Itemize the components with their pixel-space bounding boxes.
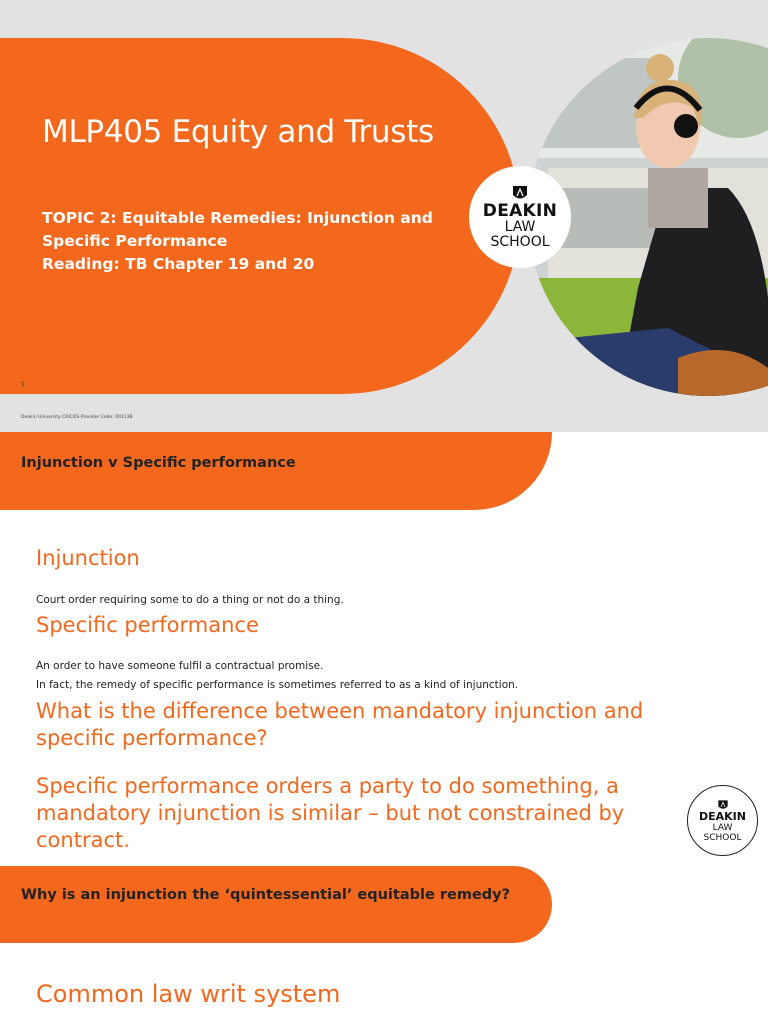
slide-title: Common law writ system [36,980,341,1008]
provider-code: Deakin University CRICOS Provider Code: 00113B [21,415,133,420]
deakin-law-school-logo [469,166,571,268]
question-text [36,698,643,752]
title-slide [0,0,768,432]
injunction-definition: Court order requiring some to do a thing or not do a thing. [36,594,344,606]
slide-subtitle [42,207,442,276]
logo-deakin-text: DEAKIN [482,201,558,221]
deakin-crest-icon [511,184,529,202]
injunction-heading: Injunction [36,546,140,570]
logo-law-text: LAW [712,822,733,833]
page-number: 1 [21,381,25,388]
logo-school-text: SCHOOL [490,234,550,250]
deakin-law-school-logo-small [687,785,758,856]
question-line: specific performance? [36,726,268,750]
slide-title: MLP405 Equity and Trusts [42,114,434,150]
specific-performance-definition: An order to have someone fulfil a contractual promise. [36,660,324,672]
logo-school-text: SCHOOL [703,832,742,843]
subtitle-line: Reading: TB Chapter 19 and 20 [42,255,315,273]
logo-deakin-text: DEAKIN [699,809,746,823]
section-heading: Injunction v Specific performance [21,455,296,471]
section-banner [0,866,552,943]
section-banner [0,432,552,510]
section-heading: Why is an injunction the ‘quintessential’ equitable remedy? [21,887,511,903]
question-line: What is the difference between mandatory injunction and [36,699,644,723]
subtitle-line: Specific Performance [42,232,228,250]
answer-text [36,773,624,854]
answer-line: Specific performance orders a party to do something, a [36,774,619,798]
specific-performance-note: In fact, the remedy of specific performance is sometimes referred to as a kind of injunction. [36,679,519,691]
subtitle-line: TOPIC 2: Equitable Remedies: Injunction and [42,209,433,227]
answer-line: mandatory injunction is similar – but not constrained by [36,801,625,825]
logo-law-text: LAW [504,219,536,235]
specific-performance-heading: Specific performance [36,613,259,637]
deakin-crest-icon [717,799,729,811]
answer-line: contract. [36,828,130,852]
